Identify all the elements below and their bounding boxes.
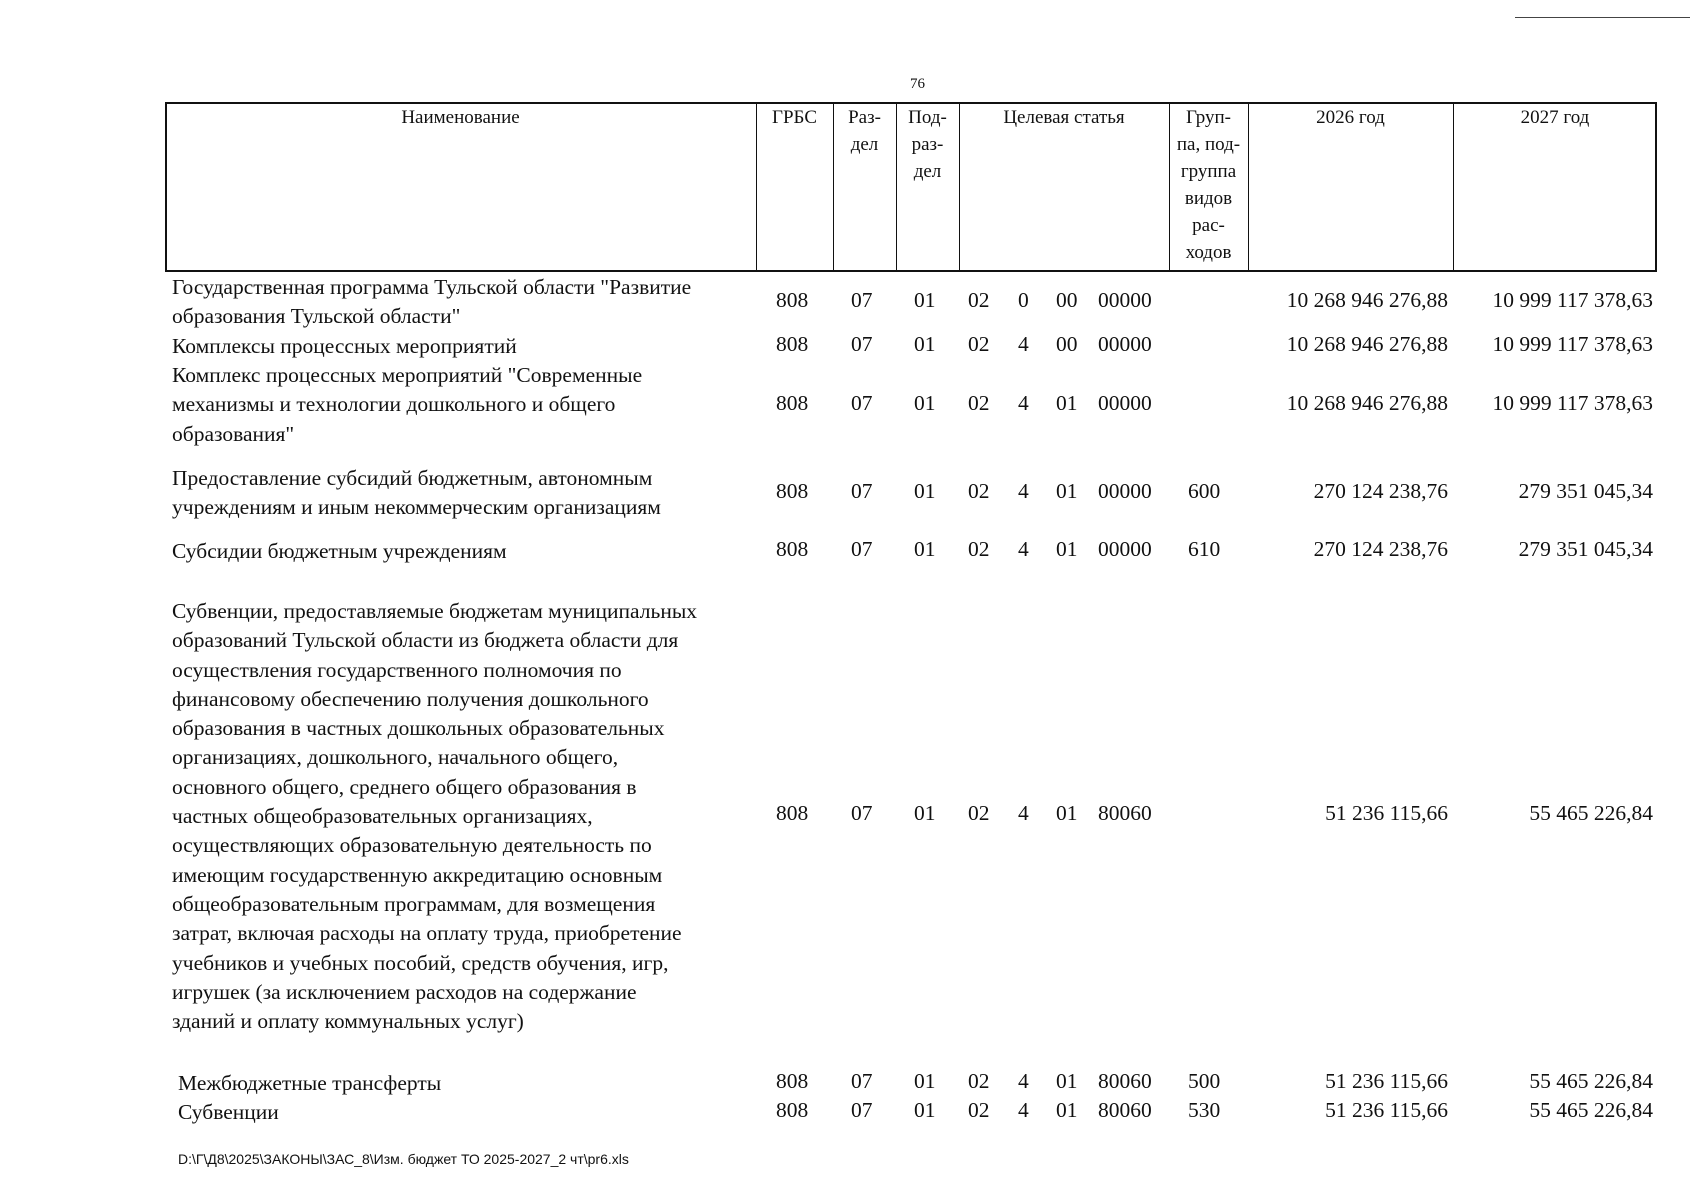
row-target-type: 0 (1018, 288, 1029, 312)
row-expense-group: 600 (1188, 479, 1221, 503)
row-amount-2026: 51 236 115,66 (1325, 1098, 1448, 1122)
row-name: Предоставление субсидий бюджетным, автономным учреждениям и иным некоммерческим организациям (172, 466, 661, 520)
row-amount-2026: 51 236 115,66 (1325, 801, 1448, 825)
row-podrazdel: 01 (914, 537, 936, 561)
row-target-direction: 00000 (1098, 391, 1152, 415)
row-grbs: 808 (776, 537, 809, 561)
row-target-program: 02 (968, 537, 990, 561)
row-grbs: 808 (776, 479, 809, 503)
row-target-program: 02 (968, 1098, 990, 1122)
row-target-program: 02 (968, 288, 990, 312)
footer-file-path: D:\Г\Д8\2025\ЗАКОНЫ\ЗАС_8\Изм. бюджет ТО 2025-2027_2 чт\pr6.xls (178, 1151, 629, 1167)
row-target-complex: 01 (1056, 1069, 1078, 1093)
row-target-type: 4 (1018, 332, 1029, 356)
row-name: Комплекс процессных мероприятий "Современные механизмы и технологии дошкольного и общего образования" (172, 363, 643, 446)
row-razdel: 07 (851, 391, 873, 415)
page-number: 76 (910, 76, 925, 92)
row-target-direction: 00000 (1098, 537, 1152, 561)
row-podrazdel: 01 (914, 1098, 936, 1122)
row-target-type: 4 (1018, 479, 1029, 503)
row-amount-2026: 10 268 946 276,88 (1286, 288, 1448, 312)
row-amount-2027: 55 465 226,84 (1529, 1098, 1653, 1122)
row-target-complex: 01 (1056, 801, 1078, 825)
row-grbs: 808 (776, 1069, 809, 1093)
row-razdel: 07 (851, 288, 873, 312)
row-amount-2027: 10 999 117 378,63 (1492, 332, 1653, 356)
header-year-2027: 2027 год (1520, 107, 1590, 128)
row-amount-2027: 10 999 117 378,63 (1492, 288, 1653, 312)
row-grbs: 808 (776, 391, 809, 415)
row-name: Субвенции, предоставляемые бюджетам муниципальных образований Тульской области из бюджета области для осуществления государственного полномочия по финансовому обеспечению получения дошкольного образования в частных дошкольных образовательных организациях, дошкольного, начального общего, основного общего, среднего общего образования в частных общеобразовательных организациях, осуществляющих образовательную деятельность по имеющим государственную аккредитацию основным общеобразовательным программам, для возмещения затрат, включая расходы на оплату труда, приобретение учебников и учебных пособий, средств обучения, игр, игрушек (за исключением расходов на содержание зданий и оплату коммунальных услуг) (172, 599, 698, 1034)
row-target-direction: 80060 (1098, 801, 1152, 825)
row-podrazdel: 01 (914, 1069, 936, 1093)
row-target-program: 02 (968, 479, 990, 503)
row-target-complex: 01 (1056, 537, 1078, 561)
row-name: Межбюджетные трансферты (178, 1071, 442, 1095)
row-target-complex: 00 (1056, 288, 1078, 312)
row-amount-2027: 55 465 226,84 (1529, 801, 1653, 825)
row-razdel: 07 (851, 1098, 873, 1122)
row-amount-2027: 10 999 117 378,63 (1492, 391, 1653, 415)
row-grbs: 808 (776, 288, 809, 312)
row-target-program: 02 (968, 1069, 990, 1093)
row-expense-group: 610 (1188, 537, 1221, 561)
header-grbs: ГРБС (771, 107, 817, 128)
header-razdel: Раз- дел (848, 107, 881, 155)
row-amount-2026: 10 268 946 276,88 (1286, 332, 1448, 356)
row-razdel: 07 (851, 332, 873, 356)
row-amount-2026: 270 124 238,76 (1313, 537, 1448, 561)
row-grbs: 808 (776, 801, 809, 825)
row-target-complex: 01 (1056, 479, 1078, 503)
row-amount-2026: 10 268 946 276,88 (1286, 391, 1448, 415)
row-target-type: 4 (1018, 1069, 1029, 1093)
row-name: Государственная программа Тульской области "Развитие образования Тульской области" (172, 275, 692, 329)
row-podrazdel: 01 (914, 332, 936, 356)
row-target-type: 4 (1018, 1098, 1029, 1122)
row-amount-2026: 51 236 115,66 (1325, 1069, 1448, 1093)
row-podrazdel: 01 (914, 479, 936, 503)
row-expense-group: 530 (1188, 1098, 1221, 1122)
row-target-complex: 01 (1056, 391, 1078, 415)
row-razdel: 07 (851, 801, 873, 825)
row-name: Субвенции (178, 1100, 279, 1124)
row-razdel: 07 (851, 479, 873, 503)
row-amount-2027: 55 465 226,84 (1529, 1069, 1653, 1093)
row-name: Комплексы процессных мероприятий (172, 334, 517, 358)
row-target-type: 4 (1018, 391, 1029, 415)
header-target-article: Целевая статья (1003, 107, 1125, 128)
row-amount-2027: 279 351 045,34 (1518, 479, 1653, 503)
row-target-type: 4 (1018, 537, 1029, 561)
row-grbs: 808 (776, 1098, 809, 1122)
row-target-complex: 01 (1056, 1098, 1078, 1122)
row-target-program: 02 (968, 391, 990, 415)
row-expense-group: 500 (1188, 1069, 1221, 1093)
header-name: Наименование (401, 107, 520, 128)
row-target-program: 02 (968, 332, 990, 356)
row-target-direction: 80060 (1098, 1098, 1152, 1122)
row-podrazdel: 01 (914, 801, 936, 825)
header-year-2026: 2026 год (1316, 107, 1385, 128)
header-podrazdel: Под- раз- дел (908, 107, 947, 182)
row-name: Субсидии бюджетным учреждениям (172, 539, 507, 563)
row-razdel: 07 (851, 1069, 873, 1093)
header-expense-group: Груп- па, под- группа видов рас- ходов (1176, 107, 1241, 263)
row-target-direction: 00000 (1098, 479, 1152, 503)
row-razdel: 07 (851, 537, 873, 561)
row-target-type: 4 (1018, 801, 1029, 825)
row-grbs: 808 (776, 332, 809, 356)
row-amount-2027: 279 351 045,34 (1518, 537, 1653, 561)
row-target-direction: 00000 (1098, 288, 1152, 312)
row-podrazdel: 01 (914, 391, 936, 415)
row-target-direction: 00000 (1098, 332, 1152, 356)
row-target-complex: 00 (1056, 332, 1078, 356)
top-rule (1515, 17, 1690, 18)
row-target-program: 02 (968, 801, 990, 825)
row-target-direction: 80060 (1098, 1069, 1152, 1093)
row-podrazdel: 01 (914, 288, 936, 312)
row-amount-2026: 270 124 238,76 (1313, 479, 1448, 503)
